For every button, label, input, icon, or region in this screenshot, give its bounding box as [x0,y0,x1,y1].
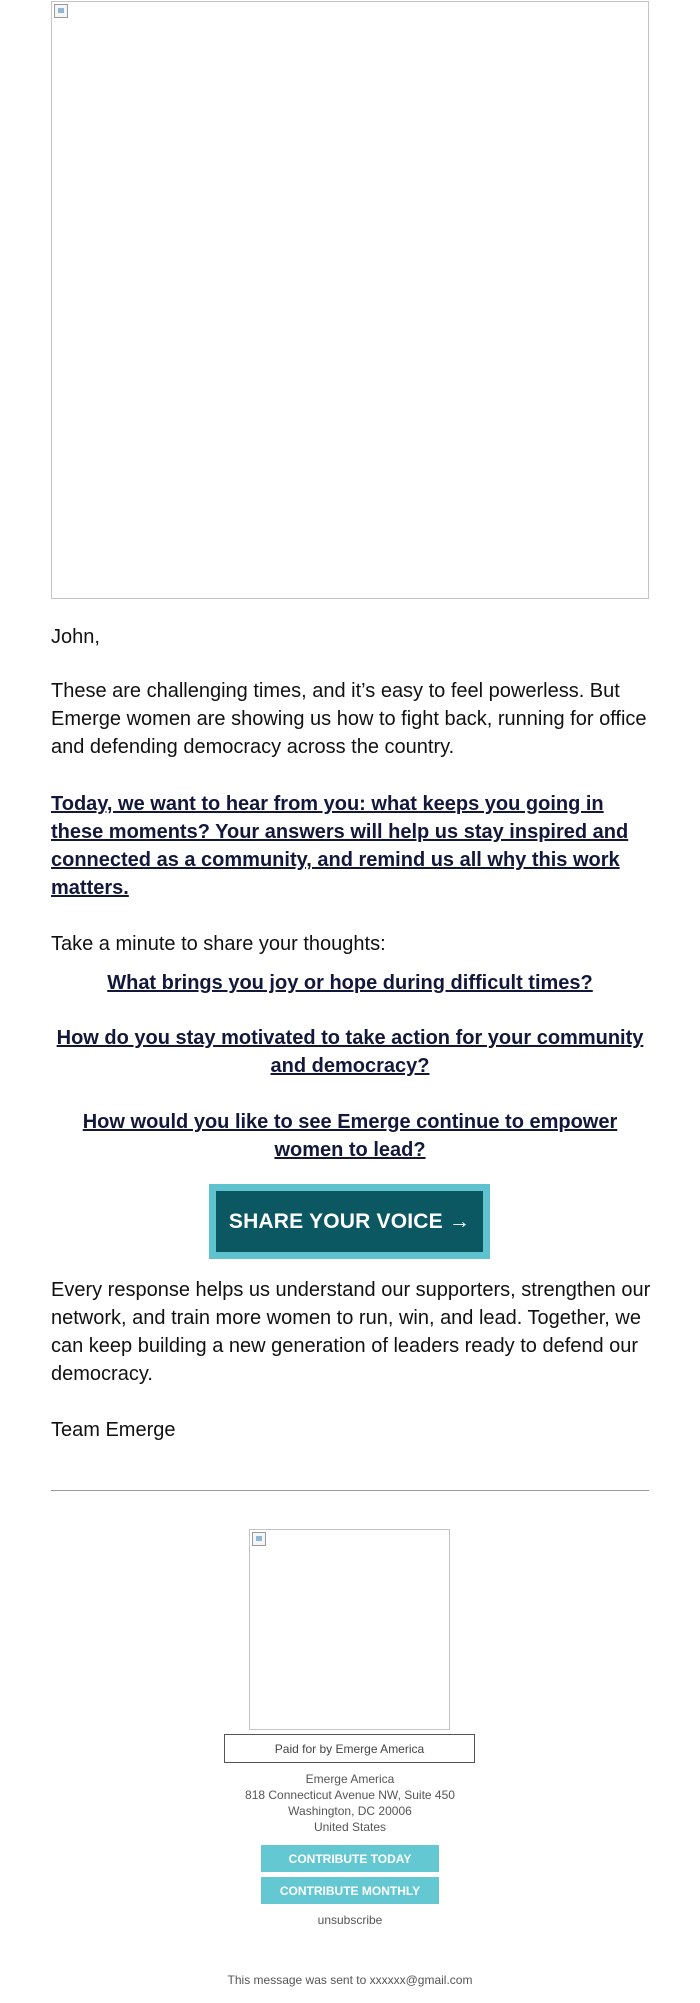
address-country: United States [313,1820,387,1834]
contribute-today-button[interactable]: CONTRIBUTE TODAY [261,1845,439,1872]
question-link-1[interactable]: What brings you joy or hope during difficult times? [107,972,593,994]
signoff: Team Emerge [51,1419,176,1441]
intro-paragraph: These are challenging times, and it’s easy to feel powerless. But Emerge women are showing us how to fight back, running for office and defending democracy across the country. [51,680,647,758]
sent-to-email: xxxxxx@gmail.com [369,1973,473,1987]
share-voice-button-frame [209,1184,490,1259]
closing-paragraph: Every response helps us understand our supporters, strengthen our network, and train more women to run, win, and lead. Together, we can keep building a new generation of leaders ready to defend our democracy. [51,1279,651,1385]
org-name: Emerge America [305,1772,395,1786]
contribute-monthly-button[interactable]: CONTRIBUTE MONTHLY [261,1877,439,1904]
hero-image [51,1,649,599]
unsubscribe-link[interactable]: unsubscribe [317,1913,383,1927]
paid-for-disclaimer: Paid for by Emerge America [224,1734,475,1763]
share-voice-button[interactable]: SHARE YOUR VOICE → [216,1191,483,1252]
sent-to-notice [100,1973,600,1987]
address-line-2: Washington, DC 20006 [288,1804,412,1818]
prompt-text: Take a minute to share your thoughts: [51,933,386,955]
greeting: John, [51,626,100,648]
question-link-2[interactable]: How do you stay motivated to take action for your community and democracy? [56,1027,644,1077]
question-link-3[interactable]: How would you like to see Emerge continue to empower women to lead? [82,1111,618,1161]
broken-image-icon [252,1532,266,1546]
sent-to-prefix: This message was sent to [227,1973,370,1987]
callout-link[interactable]: Today, we want to hear from you: what keeps you going in these moments? Your answers will help us stay inspired and connected as a community, and remind us all why this work matters. [51,793,629,899]
logo-image [249,1529,450,1730]
divider [51,1490,649,1491]
address-line-1: 818 Connecticut Avenue NW, Suite 450 [245,1788,455,1802]
broken-image-icon [54,4,68,18]
